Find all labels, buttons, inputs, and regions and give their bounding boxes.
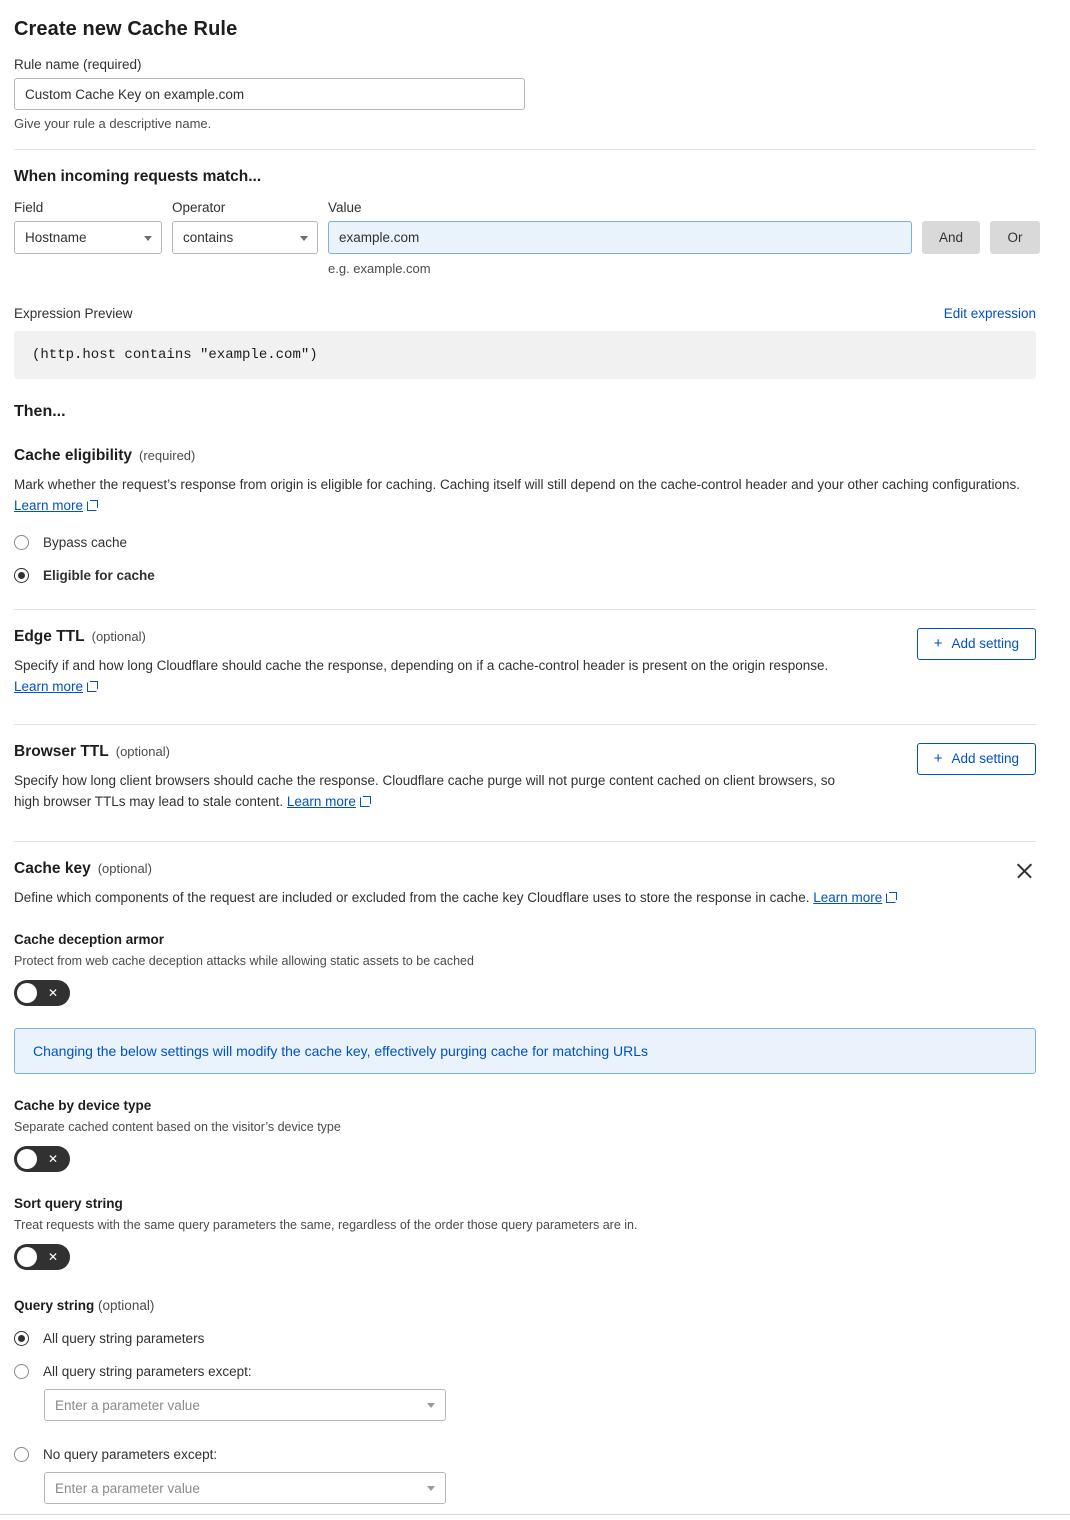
bottom-bar (0, 1514, 1070, 1520)
toggle-knob (17, 1247, 37, 1267)
toggle-knob (17, 983, 37, 1003)
cache-key-learn-more-link[interactable]: Learn more (813, 889, 883, 905)
cache-eligibility-description-text: Mark whether the request’s response from origin is eligible for caching. Caching itself will still depend on the cache-control header and your other caching configurations. (14, 477, 1021, 492)
bypass-cache-label: Bypass cache (43, 534, 128, 550)
browser-ttl-description (14, 771, 844, 813)
query-string-optional: (optional) (98, 1298, 155, 1314)
radio-no-query-parameters-except[interactable] (14, 1447, 1036, 1462)
no-query-parameters-except-radio[interactable] (14, 1447, 29, 1462)
edge-ttl-learn-more-link[interactable]: Learn more (14, 678, 84, 694)
chevron-down-icon (427, 1486, 435, 1491)
browser-ttl-description-text: Specify how long client browsers should cache the response. Cloudflare cache purge will not purge content cached on client browsers, so high browser TTLs may lead to stale content. (14, 772, 835, 809)
all-query-string-parameters-except-label: All query string parameters except: (43, 1364, 252, 1380)
cache-key-title: Cache key (14, 859, 91, 877)
value-hint: e.g. example.com (328, 261, 431, 276)
edge-ttl-optional: (optional) (91, 628, 146, 644)
no-query-parameters-except-label: No query parameters except: (43, 1447, 218, 1463)
all-query-string-parameters-label: All query string parameters (43, 1331, 205, 1347)
cache-eligibility-title: Cache eligibility (14, 447, 133, 464)
no-except-parameter-placeholder: Enter a parameter value (55, 1480, 200, 1496)
expression-header (14, 306, 1036, 321)
cache-eligibility-heading (14, 447, 1036, 465)
close-icon[interactable] (1014, 860, 1036, 882)
or-button[interactable]: Or (990, 221, 1040, 254)
browser-ttl-section (14, 743, 1036, 813)
browser-ttl-optional: (optional) (115, 743, 170, 759)
cache-eligibility-description (14, 475, 1024, 517)
bypass-cache-radio[interactable] (14, 535, 29, 550)
browser-ttl-title: Browser TTL (14, 742, 109, 760)
sort-query-string-description: Treat requests with the same query parameters the same, regardless of the order those query parameters are in. (14, 1218, 638, 1233)
external-link-icon (360, 796, 371, 807)
sort-query-string-toggle[interactable] (14, 1244, 70, 1270)
field-label: Field (14, 200, 44, 215)
cache-eligibility-learn-more-link[interactable]: Learn more (14, 497, 84, 513)
match-row (14, 200, 1036, 276)
browser-ttl-learn-more-link[interactable]: Learn more (286, 793, 356, 809)
edge-ttl-section (14, 628, 1036, 698)
radio-all-query-string-parameters-except[interactable] (14, 1364, 1036, 1379)
and-button[interactable]: And (922, 221, 980, 254)
chevron-down-icon (300, 236, 308, 241)
radio-all-query-string-parameters[interactable] (14, 1331, 1036, 1346)
browser-ttl-add-setting-button[interactable] (917, 743, 1036, 775)
cache-deception-armor-description: Protect from web cache deception attacks while allowing static assets to be cached (14, 954, 474, 969)
all-except-parameter-placeholder: Enter a parameter value (55, 1397, 200, 1413)
sort-query-string-label: Sort query string (14, 1196, 123, 1212)
or-column (990, 200, 1040, 254)
all-query-string-parameters-radio[interactable] (14, 1331, 29, 1346)
cache-deception-armor-toggle[interactable] (14, 980, 70, 1006)
value-column (328, 200, 912, 276)
expression-preview-label: Expression Preview (14, 306, 133, 321)
operator-select[interactable] (172, 221, 318, 254)
divider-4 (14, 841, 1036, 842)
cache-eligibility-required: (required) (139, 448, 196, 463)
no-except-parameter-input[interactable] (44, 1472, 446, 1504)
plus-icon: + (933, 635, 943, 653)
then-heading: Then... (14, 403, 66, 420)
external-link-icon (87, 500, 98, 511)
divider-3 (14, 724, 1036, 725)
match-heading: When incoming requests match... (14, 168, 262, 185)
edit-expression-link[interactable]: Edit expression (943, 306, 1036, 321)
external-link-icon (87, 681, 98, 692)
and-column (922, 200, 980, 254)
edge-ttl-description (14, 656, 844, 698)
toggle-knob (17, 1149, 37, 1169)
or-spacer (990, 200, 1040, 215)
operator-select-value: contains (183, 230, 234, 245)
rule-name-input[interactable] (14, 78, 525, 110)
edge-ttl-description-text: Specify if and how long Cloudflare should cache the response, depending on if a cache-control header is present on the origin response. (14, 657, 829, 673)
toggle-off-icon: ✕ (47, 1250, 58, 1265)
chevron-down-icon (427, 1403, 435, 1408)
cache-by-device-type-toggle[interactable] (14, 1146, 70, 1172)
operator-label: Operator (172, 200, 226, 215)
and-spacer (922, 200, 980, 215)
chevron-down-icon (144, 236, 152, 241)
cache-key-section (14, 860, 1036, 909)
cache-key-description-text: Define which components of the request are included or excluded from the cache key Cloudflare uses to store the response in cache. (14, 889, 814, 905)
browser-ttl-heading (14, 743, 844, 761)
cache-by-device-type-description: Separate cached content based on the visitor’s device type (14, 1120, 341, 1135)
divider-1 (14, 149, 1036, 150)
field-column (14, 200, 162, 254)
cache-deception-armor-label: Cache deception armor (14, 932, 165, 948)
cache-key-heading (14, 860, 897, 878)
edge-ttl-heading (14, 628, 844, 646)
cache-key-optional: (optional) (97, 860, 152, 876)
edge-ttl-add-setting-button[interactable] (917, 628, 1036, 660)
plus-icon: + (933, 750, 943, 768)
all-query-string-parameters-except-radio[interactable] (14, 1364, 29, 1379)
divider-2 (14, 609, 1036, 610)
external-link-icon (886, 892, 897, 903)
browser-ttl-add-setting-label: Add setting (951, 751, 1019, 767)
cache-key-description (14, 888, 897, 909)
radio-bypass-cache[interactable] (14, 535, 1036, 550)
eligible-for-cache-label: Eligible for cache (43, 567, 155, 583)
query-string-title: Query string (14, 1298, 95, 1314)
expression-preview-code: (http.host contains "example.com") (14, 331, 1036, 379)
value-label: Value (328, 200, 362, 215)
query-string-heading (14, 1298, 1036, 1313)
value-input[interactable] (328, 221, 912, 254)
field-select-value: Hostname (25, 230, 87, 245)
rule-name-helper: Give your rule a descriptive name. (14, 116, 212, 131)
rule-name-label: Rule name (required) (14, 57, 142, 72)
cache-by-device-type-label: Cache by device type (14, 1098, 152, 1114)
edge-ttl-title: Edge TTL (14, 627, 85, 645)
eligible-for-cache-radio[interactable] (14, 568, 29, 583)
radio-eligible-for-cache[interactable] (14, 568, 1036, 583)
rule-name-group (14, 57, 1036, 131)
edge-ttl-add-setting-label: Add setting (951, 636, 1019, 652)
toggle-off-icon: ✕ (47, 986, 58, 1001)
page-title: Create new Cache Rule (14, 18, 238, 40)
all-except-parameter-input[interactable] (44, 1389, 446, 1421)
cache-key-notice: Changing the below settings will modify the cache key, effectively purging cache for matching URLs (14, 1028, 1036, 1074)
operator-column (172, 200, 318, 254)
toggle-off-icon: ✕ (47, 1152, 58, 1167)
field-select[interactable] (14, 221, 162, 254)
